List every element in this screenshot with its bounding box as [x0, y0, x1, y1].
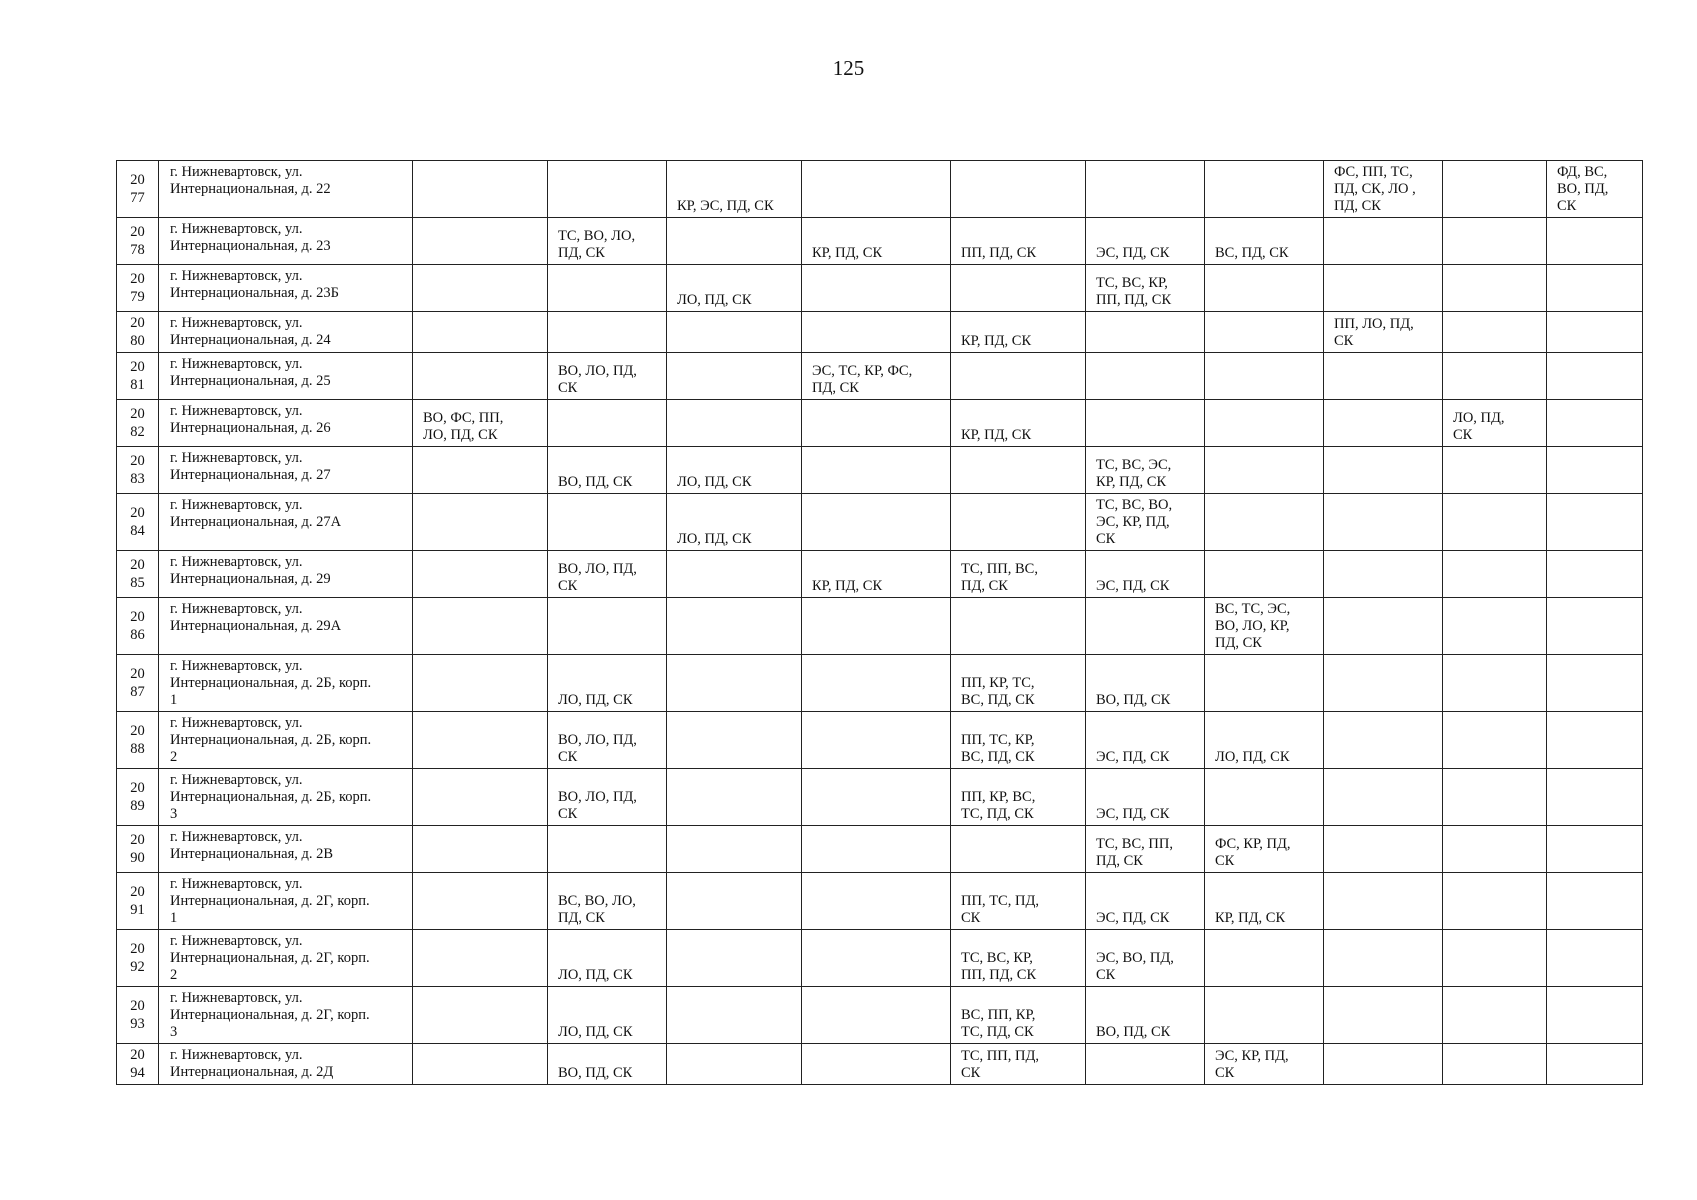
work-types-cell: ВО, ПД, СК	[548, 1044, 667, 1085]
work-types-cell	[1086, 400, 1205, 447]
table-row	[117, 1044, 1643, 1085]
work-types-cell	[548, 826, 667, 873]
work-types-cell	[413, 873, 548, 930]
work-types-cell	[667, 712, 802, 769]
work-types-cell	[413, 161, 548, 218]
work-types-cell	[802, 769, 951, 826]
work-types-cell	[413, 218, 548, 265]
work-types-cell	[413, 1044, 548, 1085]
work-types-cell	[802, 400, 951, 447]
table-row	[117, 312, 1643, 353]
work-types-cell	[951, 826, 1086, 873]
work-types-cell: ЭС, ПД, СК	[1086, 873, 1205, 930]
work-types-cell	[667, 598, 802, 655]
work-types-cell: КР, ПД, СК	[951, 400, 1086, 447]
work-types-cell: ПП, КР, ТС, ВС, ПД, СК	[951, 655, 1086, 712]
table-row	[117, 265, 1643, 312]
address-cell: г. Нижневартовск, ул. Интернациональная, д. 25	[159, 353, 413, 400]
work-types-cell: ТС, ВС, КР, ПП, ПД, СК	[1086, 265, 1205, 312]
work-types-cell	[1547, 873, 1643, 930]
work-types-cell	[802, 494, 951, 551]
work-types-cell	[802, 930, 951, 987]
work-types-cell	[1547, 551, 1643, 598]
work-types-cell	[1547, 1044, 1643, 1085]
work-types-cell	[1205, 930, 1324, 987]
table-row	[117, 873, 1643, 930]
work-types-cell: ЭС, ВО, ПД, СК	[1086, 930, 1205, 987]
work-types-cell	[413, 655, 548, 712]
work-types-cell	[548, 312, 667, 353]
work-types-cell: ЛО, ПД, СК	[667, 265, 802, 312]
work-types-cell: ТС, ВС, ВО, ЭС, КР, ПД, СК	[1086, 494, 1205, 551]
work-types-cell: ВО, ПД, СК	[1086, 655, 1205, 712]
work-types-cell: ЛО, ПД, СК	[548, 930, 667, 987]
work-types-cell	[951, 265, 1086, 312]
work-types-cell	[1443, 218, 1547, 265]
row-number: 20 88	[117, 712, 159, 769]
work-types-cell	[1443, 265, 1547, 312]
address-cell: г. Нижневартовск, ул. Интернациональная, д. 24	[159, 312, 413, 353]
work-types-cell: ВС, ПП, КР, ТС, ПД, СК	[951, 987, 1086, 1044]
row-number: 20 90	[117, 826, 159, 873]
work-types-cell	[1443, 987, 1547, 1044]
work-types-cell	[413, 312, 548, 353]
work-types-cell	[413, 494, 548, 551]
work-types-cell	[548, 161, 667, 218]
work-types-cell	[667, 353, 802, 400]
work-types-cell	[802, 265, 951, 312]
work-types-cell	[667, 826, 802, 873]
work-types-cell: ВС, ПД, СК	[1205, 218, 1324, 265]
address-cell: г. Нижневартовск, ул. Интернациональная, д. 2Б, корп. 3	[159, 769, 413, 826]
work-types-cell: ВО, ПД, СК	[548, 447, 667, 494]
work-types-cell: ЭС, КР, ПД, СК	[1205, 1044, 1324, 1085]
work-types-cell	[1443, 551, 1547, 598]
work-types-cell	[1205, 400, 1324, 447]
work-types-cell	[413, 930, 548, 987]
work-types-cell: ВО, ФС, ПП, ЛО, ПД, СК	[413, 400, 548, 447]
work-types-cell	[413, 826, 548, 873]
address-cell: г. Нижневартовск, ул. Интернациональная, д. 26	[159, 400, 413, 447]
row-number: 20 77	[117, 161, 159, 218]
work-types-cell	[951, 494, 1086, 551]
table-row	[117, 655, 1643, 712]
address-cell: г. Нижневартовск, ул. Интернациональная, д. 2Д	[159, 1044, 413, 1085]
work-types-cell	[1086, 353, 1205, 400]
work-types-cell	[1443, 873, 1547, 930]
work-types-cell	[1086, 1044, 1205, 1085]
row-number: 20 83	[117, 447, 159, 494]
work-types-cell	[951, 161, 1086, 218]
address-cell: г. Нижневартовск, ул. Интернациональная, д. 2В	[159, 826, 413, 873]
work-types-cell	[1324, 494, 1443, 551]
work-types-cell: ПП, ТС, ПД, СК	[951, 873, 1086, 930]
work-types-cell	[413, 447, 548, 494]
work-types-cell	[1443, 447, 1547, 494]
work-types-cell	[1443, 312, 1547, 353]
row-number: 20 93	[117, 987, 159, 1044]
work-types-cell: ЛО, ПД, СК	[1443, 400, 1547, 447]
work-types-cell	[1547, 769, 1643, 826]
work-types-cell	[1547, 655, 1643, 712]
work-types-cell: ЛО, ПД, СК	[548, 655, 667, 712]
work-types-cell	[1443, 161, 1547, 218]
table-row	[117, 598, 1643, 655]
work-types-cell	[1443, 598, 1547, 655]
table-row	[117, 494, 1643, 551]
work-types-cell	[1443, 769, 1547, 826]
work-types-cell	[1547, 598, 1643, 655]
work-types-cell	[1086, 598, 1205, 655]
work-types-cell	[667, 218, 802, 265]
work-types-cell	[1324, 1044, 1443, 1085]
work-types-cell	[1443, 930, 1547, 987]
works-schedule-table	[116, 160, 1643, 1085]
work-types-cell	[1324, 400, 1443, 447]
work-types-cell	[1205, 987, 1324, 1044]
work-types-cell	[1547, 930, 1643, 987]
work-types-cell	[951, 353, 1086, 400]
row-number: 20 82	[117, 400, 159, 447]
work-types-cell	[413, 712, 548, 769]
work-types-cell: КР, ПД, СК	[802, 551, 951, 598]
work-types-cell: ЭС, ПД, СК	[1086, 712, 1205, 769]
work-types-cell: ПП, ПД, СК	[951, 218, 1086, 265]
work-types-cell	[1547, 312, 1643, 353]
work-types-cell: ВО, ПД, СК	[1086, 987, 1205, 1044]
work-types-cell: ЛО, ПД, СК	[548, 987, 667, 1044]
work-types-cell: ВО, ЛО, ПД, СК	[548, 551, 667, 598]
work-types-cell	[802, 655, 951, 712]
address-cell: г. Нижневартовск, ул. Интернациональная, д. 2Г, корп. 3	[159, 987, 413, 1044]
work-types-cell	[1205, 353, 1324, 400]
work-types-cell: ТС, ВС, ПП, ПД, СК	[1086, 826, 1205, 873]
work-types-cell: КР, ЭС, ПД, СК	[667, 161, 802, 218]
work-types-cell: ПП, ТС, КР, ВС, ПД, СК	[951, 712, 1086, 769]
work-types-cell	[802, 312, 951, 353]
work-types-cell	[951, 447, 1086, 494]
work-types-cell: ТС, ПП, ВС, ПД, СК	[951, 551, 1086, 598]
work-types-cell	[548, 598, 667, 655]
work-types-cell: ВС, ВО, ЛО, ПД, СК	[548, 873, 667, 930]
work-types-cell: КР, ПД, СК	[802, 218, 951, 265]
work-types-cell	[1547, 494, 1643, 551]
table-row	[117, 218, 1643, 265]
work-types-cell	[802, 873, 951, 930]
work-types-cell	[1443, 712, 1547, 769]
work-types-cell	[802, 987, 951, 1044]
row-number: 20 84	[117, 494, 159, 551]
address-cell: г. Нижневартовск, ул. Интернациональная, д. 22	[159, 161, 413, 218]
work-types-cell	[1443, 826, 1547, 873]
address-cell: г. Нижневартовск, ул. Интернациональная, д. 2Б, корп. 2	[159, 712, 413, 769]
work-types-cell: ПП, ЛО, ПД, СК	[1324, 312, 1443, 353]
work-types-cell	[1443, 353, 1547, 400]
work-types-cell: ЛО, ПД, СК	[667, 494, 802, 551]
work-types-cell	[1324, 353, 1443, 400]
row-number: 20 86	[117, 598, 159, 655]
work-types-cell	[667, 987, 802, 1044]
work-types-cell: ВО, ЛО, ПД, СК	[548, 712, 667, 769]
row-number: 20 80	[117, 312, 159, 353]
row-number: 20 81	[117, 353, 159, 400]
table-body	[117, 161, 1643, 1085]
work-types-cell	[413, 598, 548, 655]
page-number: 125	[832, 56, 865, 80]
work-types-cell: ФС, КР, ПД, СК	[1205, 826, 1324, 873]
table-row	[117, 447, 1643, 494]
table-row	[117, 353, 1643, 400]
work-types-cell	[1205, 551, 1324, 598]
table-row	[117, 551, 1643, 598]
work-types-cell	[1324, 551, 1443, 598]
row-number: 20 78	[117, 218, 159, 265]
work-types-cell: ВО, ЛО, ПД, СК	[548, 353, 667, 400]
work-types-cell: ВО, ЛО, ПД, СК	[548, 769, 667, 826]
row-number: 20 89	[117, 769, 159, 826]
work-types-cell	[667, 769, 802, 826]
work-types-cell: ЭС, ТС, КР, ФС, ПД, СК	[802, 353, 951, 400]
work-types-cell	[548, 400, 667, 447]
work-types-cell	[1205, 312, 1324, 353]
work-types-cell: ЛО, ПД, СК	[1205, 712, 1324, 769]
work-types-cell	[802, 161, 951, 218]
work-types-cell	[1324, 265, 1443, 312]
address-cell: г. Нижневартовск, ул. Интернациональная, д. 29	[159, 551, 413, 598]
work-types-cell	[1086, 312, 1205, 353]
work-types-cell	[1547, 826, 1643, 873]
table-row	[117, 987, 1643, 1044]
work-types-cell	[951, 598, 1086, 655]
work-types-cell	[1324, 826, 1443, 873]
row-number: 20 87	[117, 655, 159, 712]
table-row	[117, 769, 1643, 826]
work-types-cell	[1443, 655, 1547, 712]
work-types-cell	[1324, 712, 1443, 769]
work-types-cell: ТС, ВС, ЭС, КР, ПД, СК	[1086, 447, 1205, 494]
row-number: 20 94	[117, 1044, 159, 1085]
work-types-cell	[667, 312, 802, 353]
work-types-cell	[1205, 769, 1324, 826]
work-types-cell	[1443, 494, 1547, 551]
work-types-cell	[1547, 447, 1643, 494]
work-types-cell	[1324, 598, 1443, 655]
work-types-cell	[1324, 873, 1443, 930]
work-types-cell	[1547, 353, 1643, 400]
work-types-cell	[1547, 987, 1643, 1044]
work-types-cell	[667, 655, 802, 712]
work-types-cell	[667, 1044, 802, 1085]
work-types-cell	[1547, 712, 1643, 769]
address-cell: г. Нижневартовск, ул. Интернациональная, д. 27А	[159, 494, 413, 551]
work-types-cell	[1324, 447, 1443, 494]
work-types-cell	[802, 598, 951, 655]
work-types-cell	[413, 353, 548, 400]
work-types-cell	[413, 987, 548, 1044]
work-types-cell: ЭС, ПД, СК	[1086, 218, 1205, 265]
work-types-cell: ТС, ВО, ЛО, ПД, СК	[548, 218, 667, 265]
work-types-cell	[1324, 769, 1443, 826]
work-types-cell: ФД, ВС, ВО, ПД, СК	[1547, 161, 1643, 218]
work-types-cell	[1547, 265, 1643, 312]
address-cell: г. Нижневартовск, ул. Интернациональная, д. 2Г, корп. 1	[159, 873, 413, 930]
work-types-cell: ЭС, ПД, СК	[1086, 551, 1205, 598]
work-types-cell	[802, 826, 951, 873]
work-types-cell	[413, 769, 548, 826]
work-types-cell	[1443, 1044, 1547, 1085]
table-row	[117, 400, 1643, 447]
address-cell: г. Нижневартовск, ул. Интернациональная, д. 23	[159, 218, 413, 265]
work-types-cell	[1547, 218, 1643, 265]
work-types-cell	[1547, 400, 1643, 447]
address-cell: г. Нижневартовск, ул. Интернациональная, д. 2Г, корп. 2	[159, 930, 413, 987]
work-types-cell: ФС, ПП, ТС, ПД, СК, ЛО , ПД, СК	[1324, 161, 1443, 218]
work-types-cell	[802, 712, 951, 769]
table-row	[117, 826, 1643, 873]
address-cell: г. Нижневартовск, ул. Интернациональная, д. 2Б, корп. 1	[159, 655, 413, 712]
work-types-cell	[1324, 987, 1443, 1044]
row-number: 20 85	[117, 551, 159, 598]
work-types-cell	[548, 494, 667, 551]
row-number: 20 91	[117, 873, 159, 930]
work-types-cell	[1324, 218, 1443, 265]
work-types-cell: ТС, ПП, ПД, СК	[951, 1044, 1086, 1085]
row-number: 20 92	[117, 930, 159, 987]
work-types-cell	[1324, 655, 1443, 712]
work-types-cell: КР, ПД, СК	[1205, 873, 1324, 930]
row-number: 20 79	[117, 265, 159, 312]
work-types-cell	[1205, 265, 1324, 312]
work-types-cell	[1205, 494, 1324, 551]
work-types-cell	[1205, 161, 1324, 218]
work-types-cell	[667, 400, 802, 447]
address-cell: г. Нижневартовск, ул. Интернациональная, д. 23Б	[159, 265, 413, 312]
work-types-cell	[1324, 930, 1443, 987]
work-types-cell	[667, 930, 802, 987]
work-types-cell: КР, ПД, СК	[951, 312, 1086, 353]
work-types-cell	[667, 873, 802, 930]
work-types-cell	[667, 551, 802, 598]
work-types-cell	[1205, 655, 1324, 712]
work-types-cell	[1205, 447, 1324, 494]
work-types-cell: ЭС, ПД, СК	[1086, 769, 1205, 826]
address-cell: г. Нижневартовск, ул. Интернациональная, д. 29А	[159, 598, 413, 655]
work-types-cell	[802, 447, 951, 494]
work-types-cell: ПП, КР, ВС, ТС, ПД, СК	[951, 769, 1086, 826]
work-types-cell: ЛО, ПД, СК	[667, 447, 802, 494]
table-row	[117, 712, 1643, 769]
work-types-cell	[802, 1044, 951, 1085]
table-row	[117, 161, 1643, 218]
table-row	[117, 930, 1643, 987]
work-types-cell	[548, 265, 667, 312]
work-types-cell	[413, 551, 548, 598]
work-types-cell: ТС, ВС, КР, ПП, ПД, СК	[951, 930, 1086, 987]
work-types-cell	[1086, 161, 1205, 218]
address-cell: г. Нижневартовск, ул. Интернациональная, д. 27	[159, 447, 413, 494]
work-types-cell	[413, 265, 548, 312]
work-types-cell: ВС, ТС, ЭС, ВО, ЛО, КР, ПД, СК	[1205, 598, 1324, 655]
